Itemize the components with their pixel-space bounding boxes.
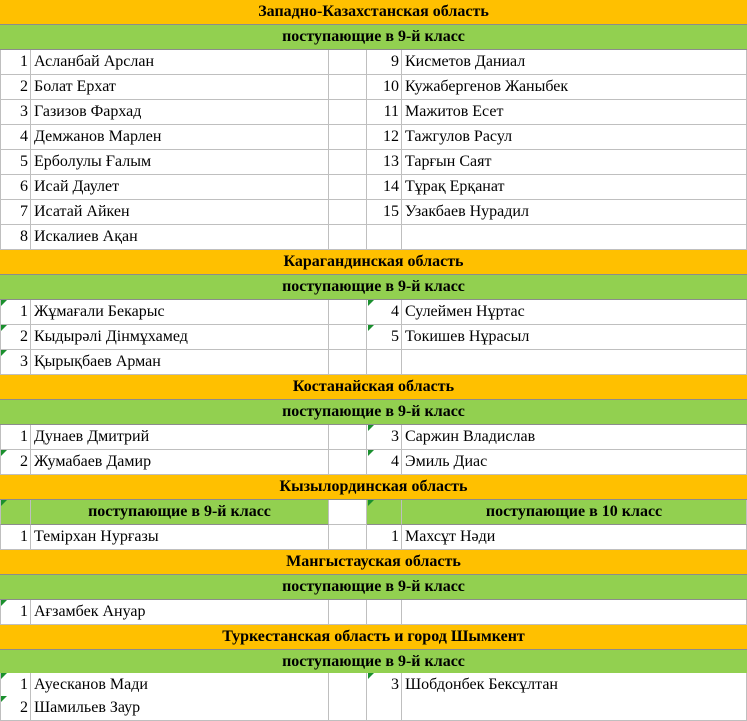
comment-marker-icon — [1, 673, 7, 679]
student-number[interactable]: 12 — [367, 125, 402, 150]
region-header: Мангыстауская область — [0, 550, 747, 575]
student-name[interactable]: Тажгулов Расул — [402, 125, 747, 150]
region-header: Кызылординская область — [0, 475, 747, 500]
student-name[interactable]: Саржин Владислав — [402, 425, 747, 450]
comment-marker-icon — [368, 500, 374, 506]
student-name[interactable]: Кыдырәлі Дінмұхамед — [31, 325, 329, 350]
student-number[interactable]: 3 — [0, 100, 31, 125]
student-number[interactable]: 4 — [367, 450, 402, 475]
table-row — [0, 600, 747, 625]
student-number[interactable]: 14 — [367, 175, 402, 200]
student-number[interactable]: 13 — [367, 150, 402, 175]
student-number[interactable]: 4 — [0, 125, 31, 150]
student-name[interactable]: Жұмағали Бекарыс — [31, 300, 329, 325]
student-name[interactable]: Жумабаев Дамир — [31, 450, 329, 475]
table-row — [0, 350, 747, 375]
empty-cell[interactable] — [329, 600, 367, 625]
student-number[interactable]: 7 — [0, 200, 31, 225]
student-number[interactable]: 3 — [0, 350, 31, 375]
empty-cell[interactable] — [329, 150, 367, 175]
grade-subheader: поступающие в 9-й класс — [0, 275, 747, 300]
empty-cell[interactable] — [329, 350, 367, 375]
student-number[interactable]: 1 — [0, 50, 31, 75]
table-row — [0, 225, 747, 250]
table-row — [0, 125, 747, 150]
empty-cell[interactable] — [329, 125, 367, 150]
student-name[interactable]: Демжанов Марлен — [31, 125, 329, 150]
table-row — [0, 673, 747, 698]
student-name[interactable]: Узакбаев Нурадил — [402, 200, 747, 225]
empty-cell[interactable] — [329, 500, 367, 525]
student-number[interactable] — [367, 350, 402, 375]
student-number[interactable]: 6 — [0, 175, 31, 200]
student-name[interactable]: Қырықбаев Арман — [31, 350, 329, 375]
student-name[interactable] — [402, 696, 747, 721]
student-number[interactable]: 2 — [0, 450, 31, 475]
student-number[interactable]: 1 — [0, 600, 31, 625]
student-name[interactable]: Болат Ерхат — [31, 75, 329, 100]
student-name[interactable]: Асланбай Арслан — [31, 50, 329, 75]
student-name[interactable]: Сулеймен Нұртас — [402, 300, 747, 325]
table-row — [0, 300, 747, 325]
grade-subheader: поступающие в 9-й класс — [0, 25, 747, 50]
student-name[interactable]: Кисметов Даниал — [402, 50, 747, 75]
table-row — [0, 450, 747, 475]
student-name[interactable]: Исай Даулет — [31, 175, 329, 200]
empty-cell[interactable] — [329, 696, 367, 721]
student-number[interactable]: 1 — [0, 673, 31, 698]
empty-cell[interactable] — [329, 425, 367, 450]
empty-cell[interactable] — [329, 525, 367, 550]
grade-subheader: поступающие в 9-й класс — [0, 400, 747, 425]
student-name[interactable]: Мажитов Есет — [402, 100, 747, 125]
student-name[interactable]: Ағзамбек Ануар — [31, 600, 329, 625]
table-row — [0, 325, 747, 350]
empty-cell[interactable] — [329, 450, 367, 475]
table-row — [0, 425, 747, 450]
student-name[interactable]: Кужабергенов Жаныбек — [402, 75, 747, 100]
empty-cell[interactable] — [329, 200, 367, 225]
student-number[interactable]: 2 — [0, 696, 31, 721]
student-name[interactable] — [402, 225, 747, 250]
region-header: Туркестанская область и город Шымкент — [0, 625, 747, 650]
student-number[interactable] — [367, 600, 402, 625]
grade-subheader: поступающие в 9-й класс — [0, 575, 747, 600]
student-name[interactable]: Шамильев Заур — [31, 696, 329, 721]
table-row — [0, 175, 747, 200]
comment-marker-icon — [1, 350, 7, 356]
student-name[interactable]: Исатай Айкен — [31, 200, 329, 225]
student-number[interactable]: 1 — [0, 300, 31, 325]
empty-cell[interactable] — [329, 673, 367, 698]
student-number[interactable]: 3 — [367, 425, 402, 450]
comment-marker-icon — [1, 600, 7, 606]
empty-cell[interactable] — [329, 50, 367, 75]
empty-cell[interactable] — [329, 100, 367, 125]
student-number[interactable]: 8 — [0, 225, 31, 250]
student-number[interactable] — [367, 696, 402, 721]
student-number[interactable]: 9 — [367, 50, 402, 75]
student-name[interactable]: Шобдонбек Бексұлтан — [402, 673, 747, 698]
student-name[interactable]: Газизов Фархад — [31, 100, 329, 125]
student-name[interactable]: Темірхан Нурғазы — [31, 525, 329, 550]
student-name[interactable] — [402, 350, 747, 375]
student-number[interactable]: 10 — [367, 75, 402, 100]
empty-cell[interactable] — [329, 300, 367, 325]
grade-subheader-row — [0, 500, 747, 525]
grade-subheader-right[interactable]: поступающие в 10 класс — [402, 500, 747, 525]
table-row — [0, 50, 747, 75]
comment-marker-icon — [1, 325, 7, 331]
empty-cell[interactable] — [329, 75, 367, 100]
student-name[interactable]: Эмиль Диас — [402, 450, 747, 475]
student-name[interactable] — [402, 600, 747, 625]
table-row — [0, 200, 747, 225]
region-header: Костанайская область — [0, 375, 747, 400]
region-header: Западно-Казахстанская область — [0, 0, 747, 25]
student-number[interactable]: 11 — [367, 100, 402, 125]
student-name[interactable]: Махсұт Нәди — [402, 525, 747, 550]
table-row — [0, 150, 747, 175]
student-name[interactable]: Ерболулы Ғалым — [31, 150, 329, 175]
comment-marker-icon — [368, 325, 374, 331]
student-name[interactable]: Искалиев Ақан — [31, 225, 329, 250]
student-number[interactable]: 2 — [0, 75, 31, 100]
student-number[interactable]: 1 — [0, 525, 31, 550]
student-name[interactable]: Тұрақ Ерқанат — [402, 175, 747, 200]
comment-marker-icon — [368, 673, 374, 679]
comment-marker-icon — [1, 696, 7, 702]
student-number[interactable]: 5 — [367, 325, 402, 350]
student-number[interactable]: 5 — [0, 150, 31, 175]
student-name[interactable]: Токишев Нұрасыл — [402, 325, 747, 350]
student-number[interactable]: 4 — [367, 300, 402, 325]
student-number[interactable]: 15 — [367, 200, 402, 225]
table-row — [0, 100, 747, 125]
comment-marker-icon — [368, 300, 374, 306]
empty-cell[interactable] — [329, 175, 367, 200]
student-number[interactable]: 3 — [367, 673, 402, 698]
grade-subheader: поступающие в 9-й класс — [0, 650, 747, 675]
table-row — [0, 75, 747, 100]
student-name[interactable]: Ауесканов Мади — [31, 673, 329, 698]
comment-marker-icon — [368, 450, 374, 456]
table-row — [0, 525, 747, 550]
student-number[interactable]: 1 — [367, 525, 402, 550]
student-name[interactable]: Дунаев Дмитрий — [31, 425, 329, 450]
empty-cell[interactable] — [329, 225, 367, 250]
student-name[interactable]: Тарғын Саят — [402, 150, 747, 175]
region-header: Карагандинская область — [0, 250, 747, 275]
grade-subheader-left[interactable]: поступающие в 9-й класс — [31, 500, 329, 525]
student-number[interactable]: 2 — [0, 325, 31, 350]
table-row — [0, 696, 747, 721]
comment-marker-icon — [1, 450, 7, 456]
student-number[interactable] — [367, 225, 402, 250]
comment-marker-icon — [1, 500, 7, 506]
comment-marker-icon — [1, 300, 7, 306]
comment-marker-icon — [368, 425, 374, 431]
empty-cell[interactable] — [329, 325, 367, 350]
student-number[interactable]: 1 — [0, 425, 31, 450]
